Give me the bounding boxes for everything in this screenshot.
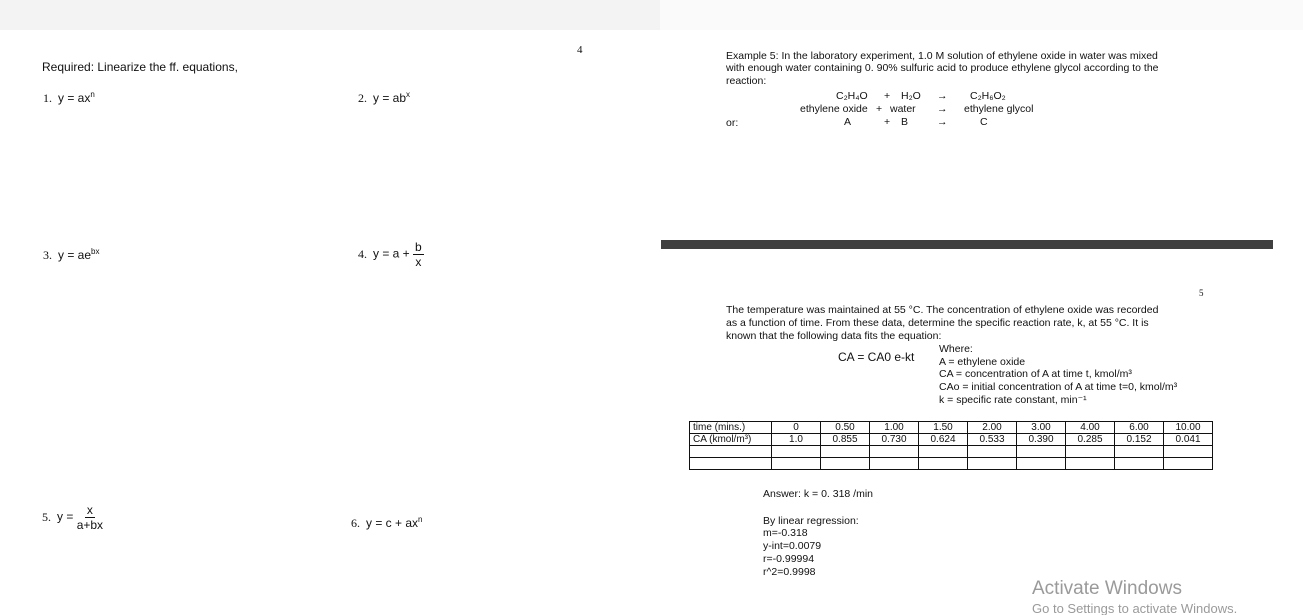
table-cell: [690, 458, 772, 470]
left-page-number: 4: [577, 44, 583, 56]
equation-body: y = ab: [373, 91, 407, 105]
equation-number: 5.: [42, 509, 51, 524]
table-cell: [870, 446, 919, 458]
table-cell: 0.285: [1066, 434, 1115, 446]
equation-exponent: n: [90, 90, 95, 99]
table-cell: [1115, 458, 1164, 470]
fraction-denominator: x: [415, 255, 422, 269]
regression-r: r=-0.99994: [763, 553, 815, 565]
table-cell: [772, 458, 821, 470]
equation-5: [42, 503, 103, 532]
table-cell: [1164, 446, 1213, 458]
paragraph-line-3: known that the following data fits the equation:: [726, 330, 942, 342]
table-cell: 0.152: [1115, 434, 1164, 446]
equation-2: [358, 90, 410, 106]
table-cell: [1066, 446, 1115, 458]
table-cell: [690, 446, 772, 458]
table-cell: 1.00: [870, 422, 919, 434]
table-cell: 0.624: [919, 434, 968, 446]
right-page-number: 5: [1199, 288, 1204, 298]
where-title: Where:: [939, 343, 973, 355]
top-strip: [0, 0, 660, 30]
equation-body: y = ax: [58, 91, 91, 105]
equation-number: 6.: [351, 516, 360, 530]
table-cell: 4.00: [1066, 422, 1115, 434]
row-header: time (mins.): [690, 422, 772, 434]
table-cell: [870, 458, 919, 470]
name-b: water: [890, 103, 916, 115]
table-cell: [1164, 458, 1213, 470]
equation-number: 4.: [358, 246, 367, 261]
equation-number: 1.: [43, 91, 52, 105]
table-row: [690, 458, 1213, 470]
table-cell: [968, 458, 1017, 470]
table-cell: [919, 458, 968, 470]
equation-body: y =: [57, 509, 74, 524]
table-row: [690, 446, 1213, 458]
example-line-1: Example 5: In the laboratory experiment, 1.0 M solution of ethylene oxide in water was mixed: [726, 50, 1158, 62]
table-cell: [821, 446, 870, 458]
where-line-4: k = specific rate constant, min⁻¹: [939, 394, 1087, 406]
formula-b: H₂O: [901, 90, 921, 102]
regression-r2: r^2=0.9998: [763, 566, 816, 578]
reaction-arrow: →: [937, 90, 948, 102]
equation-1: [43, 90, 95, 106]
symbol-a: A: [844, 116, 852, 128]
left-heading: Required: Linearize the ff. equations,: [42, 60, 238, 74]
or-label: or:: [726, 117, 739, 129]
equation-6: [351, 515, 422, 531]
where-line-2: CA = concentration of A at time t, kmol/m³: [939, 368, 1132, 380]
table-cell: 10.00: [1164, 422, 1213, 434]
table-cell: 0.730: [870, 434, 919, 446]
example-line-2: with enough water containing 0. 90% sulfuric acid to produce ethylene glycol according to the: [726, 62, 1159, 74]
answer-text: Answer: k = 0. 318 /min: [763, 488, 874, 500]
regression-slope: m=-0.318: [763, 527, 808, 539]
reaction-arrow: →: [937, 103, 948, 115]
equation-number: 2.: [358, 91, 367, 105]
table-cell: [968, 446, 1017, 458]
row-header: CA (kmol/m³): [690, 434, 772, 446]
equation-4: [358, 240, 424, 269]
table-cell: 0.041: [1164, 434, 1213, 446]
equation-body: y = a +: [373, 246, 410, 261]
equation-exponent: bx: [91, 247, 100, 256]
table-cell: [1066, 458, 1115, 470]
formula-c: C₂H₆O₂: [970, 90, 1006, 102]
plus-sign: +: [884, 116, 891, 128]
activate-windows-subtitle: Go to Settings to activate Windows.: [1032, 601, 1238, 615]
top-strip-right: [660, 0, 1303, 30]
table-row: [690, 434, 1213, 446]
paragraph-line-2: as a function of time. From these data, determine the specific reaction rate, k, at 55 °C. It is: [726, 317, 1149, 329]
table-cell: 0: [772, 422, 821, 434]
regression-title: By linear regression:: [763, 515, 859, 527]
symbol-b: B: [901, 116, 909, 128]
table-cell: [1017, 458, 1066, 470]
equation-fraction: [413, 240, 424, 269]
equation-body: y = ae: [58, 248, 92, 262]
table-cell: [1017, 446, 1066, 458]
example-line-3: reaction:: [726, 75, 767, 87]
paragraph-line-1: The temperature was maintained at 55 °C. The concentration of ethylene oxide was recorded: [726, 304, 1159, 316]
table-cell: [919, 446, 968, 458]
activate-windows-title: Activate Windows: [1032, 578, 1182, 599]
fraction-numerator: x: [86, 503, 93, 517]
table-cell: 0.50: [821, 422, 870, 434]
where-line-3: CAo = initial concentration of A at time t=0, kmol/m³: [939, 381, 1178, 393]
table-cell: [1115, 446, 1164, 458]
table-cell: 1.0: [772, 434, 821, 446]
reaction-arrow: →: [937, 116, 948, 128]
data-table: [689, 421, 1213, 470]
table-cell: 0.855: [821, 434, 870, 446]
name-a: ethylene oxide: [800, 103, 868, 115]
where-line-1: A = ethylene oxide: [939, 356, 1026, 368]
table-cell: 2.00: [968, 422, 1017, 434]
table-cell: 3.00: [1017, 422, 1066, 434]
equation-exponent: n: [418, 515, 423, 524]
equation-body: y = c + ax: [366, 516, 419, 530]
table-cell: 0.390: [1017, 434, 1066, 446]
rate-equation: CA = CA0 e-kt: [838, 350, 915, 364]
table-cell: 1.50: [919, 422, 968, 434]
plus-sign: +: [884, 90, 891, 102]
table-cell: [772, 446, 821, 458]
symbol-c: C: [980, 116, 988, 128]
table-cell: [821, 458, 870, 470]
regression-intercept: y-int=0.0079: [763, 540, 822, 552]
fraction-numerator: b: [415, 240, 422, 254]
equation-number: 3.: [43, 248, 52, 262]
equation-fraction: [77, 503, 103, 532]
name-c: ethylene glycol: [964, 103, 1034, 115]
plus-sign: +: [876, 103, 883, 115]
table-cell: 6.00: [1115, 422, 1164, 434]
formula-a: C₂H₄O: [836, 90, 868, 102]
fraction-denominator: a+bx: [76, 518, 104, 532]
table-cell: 0.533: [968, 434, 1017, 446]
table-row: [690, 422, 1213, 434]
equation-3: [43, 247, 99, 263]
page-divider: [661, 240, 1273, 249]
equation-exponent: x: [406, 90, 411, 99]
